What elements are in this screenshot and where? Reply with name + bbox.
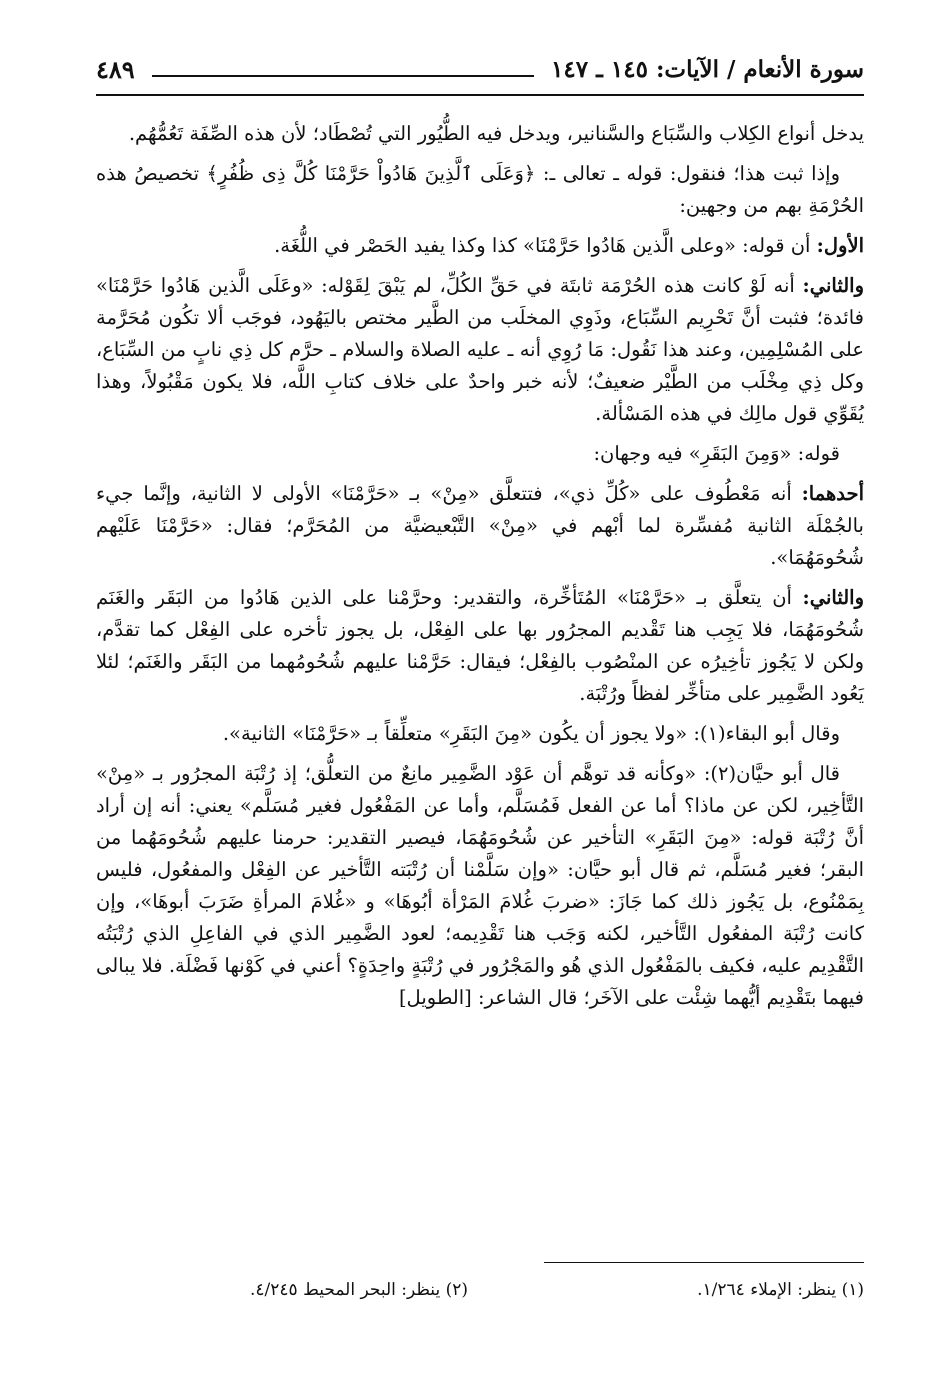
running-title: سورة الأنعام / الآيات: ١٤٥ ـ ١٤٧: [551, 56, 864, 83]
paragraph-lead: والثاني:: [802, 586, 864, 609]
paragraph-text: أنه لَوْ كانت هذه الحُرْمَة ثابتَة في حَقِّ الكُلِّ، لم يَبْقَ لِقَوْله: «وعَلَى الَّذين هَادُوا حَرَّمْنَا» فائدة؛ فثبت أنَّ تَحْرِيم السِّبَاع، وذَوِي المخلَب من الطَّير مختص باليَهُود، فوجَب ألا تكُون مُحَرَّمة على المُسْلِمِين، وعند هذا نَقُول: مَا رُوِي أنه ـ عليه الصلاة والسلام ـ حرَّم كل ذِي نابٍ من السِّبَاع، وكل ذِي مِخْلَب من الطَّيْر ضعيفٌ؛ لأنه خبر واحدٌ على خلاف كتابِ اللَّه، فلا يكون مَقْبُولاً، وهذا يُقَوِّي قول مالِك في هذه المَسْألة.: [96, 274, 864, 425]
paragraph-text: أن قوله: «وعلى الَّذين هَادُوا حَرَّمْنَا» كذا وكذا يفيد الحَصْر في اللُّغَة.: [274, 234, 811, 257]
header-leader-line: [152, 75, 534, 77]
footnote-2: (٢) ينظر: البحر المحيط ٤/٢٤٥.: [250, 1280, 468, 1300]
page-number: ٤٨٩: [96, 55, 135, 84]
main-text: [96, 118, 864, 1022]
paragraph: [96, 478, 864, 574]
paragraph-text: قال أبو حيَّان(٢): «وكأنه قد توهَّم أن عَوْد الضَّمِير مانِعٌ من التعلُّق؛ إذ رُتْبَة المجرُور بـ «مِنْ» التَّأخِير، لكن عن ماذا؟ أما عن الفعل فَمُسَلَّم، وأما عن المَفْعُول فغير مُسَلَّم» يعني: أنه إن أراد أنَّ رُتْبَة قوله: «مِنَ البَقَرِ» التأخير عن شُحُومَهُمَا، فيصير التقدير: حرمنا عليهم شُحُومَهُما من البقر؛ فغير مُسَلَّم، ثم قال أبو حيَّان: «وإن سَلَّمْنا أن رُتْبَته التَّأخير عن الفِعْل والمفعُول، فليس بِمَمْنُوع، بل يَجُوز ذلك كما جَازَ: «ضربَ غُلامَ المَرْأة أبُوهَا» و «غُلامَ المرأةِ ضَرَبَ أبوهَا»، وإن كانت رُتْبَة المفعُول التَّأخير، لكنه وَجَب هنا تَقْدِيمه؛ لعود الضَّمِير الذي في الفاعِلِ الذي رُتْبَتُه التَّقْدِيم عليه، فكيف بالمَفْعُول الذي هُو والمَجْرُور في رُتْبَةٍ واحِدَةٍ؟ أعني في كَوْنها فَضْلَة. فلا يبالى فيهما بتَقْدِيم أيُّهما شِئْت على الآخَر؛ قال الشاعر: [الطويل]: [96, 762, 864, 1009]
footnote-1: (١) ينظر: الإملاء ١/٢٦٤.: [697, 1280, 864, 1300]
paragraph-text: قوله: «وَمِنَ البَقَرِ» فيه وجهان:: [593, 442, 840, 465]
paragraph-lead: أحدهما:: [801, 482, 864, 505]
paragraph-lead: الأول:: [816, 234, 864, 257]
paragraph-text: وقال أبو البقاء(١): «ولا يجوز أن يكُون «مِنَ البَقَرِ» متعلِّقاً بـ «حَرَّمْنَا» الثانية».: [222, 722, 840, 745]
paragraph: [96, 158, 864, 222]
paragraph: [96, 118, 864, 150]
paragraph: [96, 438, 864, 470]
book-page: [96, 0, 864, 1375]
paragraph-lead: والثاني:: [802, 274, 864, 297]
paragraph: [96, 270, 864, 430]
footnote-separator: [544, 1262, 864, 1263]
paragraph: [96, 718, 864, 750]
paragraph-text: وإذا ثبت هذا؛ فنقول: قوله ـ تعالى ـ: ﴿وَعَلَى ٱلَّذِينَ هَادُواْ حَرَّمْنَا كُلَّ ذِى ظُفُرٍ﴾ تخصيصُ هذه الحُرْمَةِ بهم من وجهين:: [96, 162, 864, 217]
page-header: [96, 48, 864, 92]
footnotes: [96, 1280, 864, 1310]
paragraph-text: يدخل أنواع الكِلاب والسِّبَاع والسَّنانير، ويدخل فيه الطُّيُور التي تُصْطَاد؛ لأن هذه الصِّفَة تَعُمُّهُم.: [128, 122, 864, 145]
paragraph: [96, 758, 864, 1014]
header-rule: [96, 94, 864, 96]
paragraph: [96, 230, 864, 262]
paragraph: [96, 582, 864, 710]
paragraph-text: أنه مَعْطُوف على «كُلِّ ذي»، فتتعلَّق «مِنْ» بـ «حَرَّمْنَا» الأولى لا الثانية، وإنَّما جيء بالجُمْلَة الثانية مُفسِّرة لما أبْهم في «مِنْ» التَّبْعيضيَّة من المُحَرَّم؛ فقال: «حَرَّمْنَا عَلَيْهم شُحُومَهُمَا».: [96, 482, 864, 569]
paragraph-text: أن يتعلَّق بـ «حَرَّمْنَا» المُتَأخِّرة، والتقدير: وحرَّمْنا على الذين هَادُوا من البَقَر والغَنَم شُحُومَهُمَا، فلا يَجِب هنا تَقْديم المجرُور بها على الفِعْل، بل يجوز تأخره على الفِعْل كما تقدَّم، ولكن لا يَجُوز تأخِيرُه عن المنْصُوب بالفِعْل؛ فيقال: حَرَّمْنا عليهم شُحُومُهما من البَقَر والغَنَم؛ لئلا يَعُود الضَّمِير على متأخِّر لفظاً ورُتْبَة.: [96, 586, 864, 705]
